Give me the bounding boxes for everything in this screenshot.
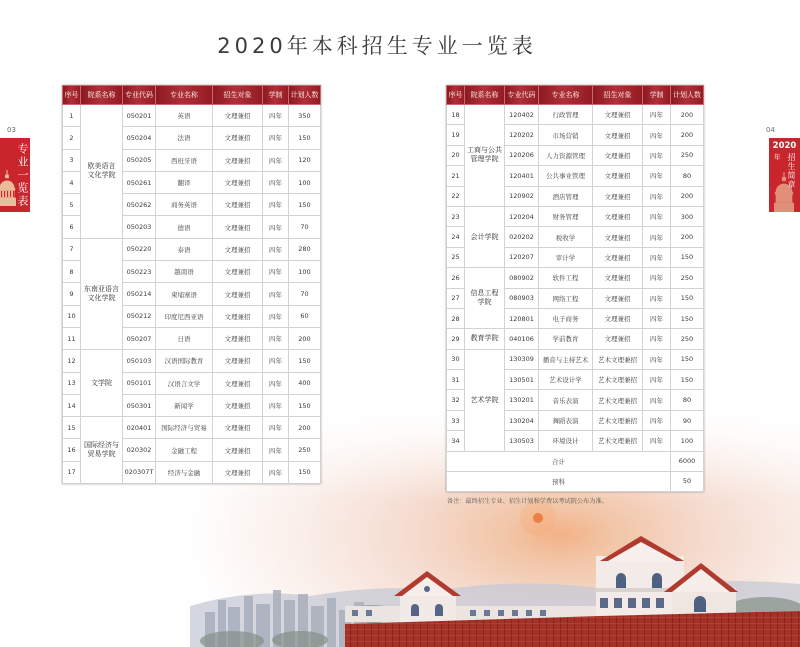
row-number-cell: 18 bbox=[447, 105, 465, 125]
row-number-cell: 20 bbox=[447, 145, 465, 165]
table-row bbox=[447, 105, 704, 125]
major-name-cell: 德语 bbox=[156, 216, 213, 238]
study-duration-cell: 四年 bbox=[643, 145, 671, 165]
study-duration-cell: 四年 bbox=[263, 261, 289, 283]
major-name-cell: 泰语 bbox=[156, 238, 213, 260]
major-name-cell: 人力资源管理 bbox=[539, 145, 593, 165]
summary-label: 合计 bbox=[447, 451, 671, 471]
column-header: 招生对象 bbox=[213, 86, 263, 105]
major-name-cell: 日语 bbox=[156, 327, 213, 349]
column-header: 计划人数 bbox=[671, 86, 704, 105]
major-code-cell: 120204 bbox=[505, 206, 539, 226]
left-tab-label: 专业一览表 bbox=[16, 143, 29, 208]
planned-enrollment-cell: 150 bbox=[289, 394, 321, 416]
row-number-cell: 2 bbox=[63, 127, 81, 149]
study-duration-cell: 四年 bbox=[643, 349, 671, 369]
study-duration-cell: 四年 bbox=[643, 308, 671, 328]
table-row bbox=[447, 329, 704, 349]
row-number-cell: 29 bbox=[447, 329, 465, 349]
enrollment-target-cell: 文理兼招 bbox=[593, 329, 643, 349]
right-tab-year-suffix: 年 bbox=[774, 153, 781, 161]
planned-enrollment-cell: 60 bbox=[289, 305, 321, 327]
summary-row bbox=[447, 451, 704, 471]
enrollment-target-cell: 文理兼招 bbox=[593, 186, 643, 206]
table-body bbox=[447, 105, 704, 492]
column-header: 院系名称 bbox=[465, 86, 505, 105]
department-cell: 信息工程 学院 bbox=[465, 268, 505, 329]
study-duration-cell: 四年 bbox=[263, 439, 289, 461]
column-header: 招生对象 bbox=[593, 86, 643, 105]
right-tab-year: 2020 bbox=[772, 141, 797, 151]
study-duration-cell: 四年 bbox=[643, 268, 671, 288]
planned-enrollment-cell: 150 bbox=[671, 308, 704, 328]
major-name-cell: 英语 bbox=[156, 105, 213, 127]
planned-enrollment-cell: 250 bbox=[671, 329, 704, 349]
row-number-cell: 30 bbox=[447, 349, 465, 369]
study-duration-cell: 四年 bbox=[263, 127, 289, 149]
enrollment-target-cell: 文理兼招 bbox=[213, 238, 263, 260]
row-number-cell: 26 bbox=[447, 268, 465, 288]
study-duration-cell: 四年 bbox=[263, 238, 289, 260]
major-code-cell: 120207 bbox=[505, 247, 539, 267]
row-number-cell: 8 bbox=[63, 261, 81, 283]
row-number-cell: 14 bbox=[63, 394, 81, 416]
enrollment-target-cell: 文理兼招 bbox=[213, 216, 263, 238]
row-number-cell: 1 bbox=[63, 105, 81, 127]
major-name-cell: 酒店管理 bbox=[539, 186, 593, 206]
major-name-cell: 西班牙语 bbox=[156, 149, 213, 171]
major-name-cell: 税收学 bbox=[539, 227, 593, 247]
planned-enrollment-cell: 200 bbox=[671, 227, 704, 247]
enrollment-target-cell: 文理兼招 bbox=[213, 461, 263, 483]
study-duration-cell: 四年 bbox=[643, 370, 671, 390]
major-name-cell: 翻译 bbox=[156, 171, 213, 193]
planned-enrollment-cell: 150 bbox=[671, 370, 704, 390]
row-number-cell: 33 bbox=[447, 410, 465, 430]
department-cell: 工商与公共 管理学院 bbox=[465, 105, 505, 207]
study-duration-cell: 四年 bbox=[643, 431, 671, 451]
enrollment-target-cell: 文理兼招 bbox=[213, 439, 263, 461]
major-code-cell: 130201 bbox=[505, 390, 539, 410]
planned-enrollment-cell: 350 bbox=[289, 105, 321, 127]
major-name-cell: 电子商务 bbox=[539, 308, 593, 328]
page-title: 2020年本科招生专业一览表 bbox=[217, 34, 537, 58]
enrollment-target-cell: 文理兼招 bbox=[593, 268, 643, 288]
summary-value: 6000 bbox=[671, 451, 704, 471]
table-row bbox=[63, 105, 321, 127]
major-code-cell: 050212 bbox=[123, 305, 156, 327]
enrollment-target-cell: 文理兼招 bbox=[213, 283, 263, 305]
study-duration-cell: 四年 bbox=[263, 350, 289, 372]
major-code-cell: 050103 bbox=[123, 350, 156, 372]
enrollment-target-cell: 文理兼招 bbox=[593, 105, 643, 125]
major-code-cell: 120801 bbox=[505, 308, 539, 328]
enrollment-target-cell: 艺术文理兼招 bbox=[593, 390, 643, 410]
table-body bbox=[63, 105, 321, 484]
major-name-cell: 柬埔寨语 bbox=[156, 283, 213, 305]
planned-enrollment-cell: 250 bbox=[289, 439, 321, 461]
planned-enrollment-cell: 150 bbox=[289, 194, 321, 216]
major-name-cell: 网络工程 bbox=[539, 288, 593, 308]
enrollment-target-cell: 文理兼招 bbox=[593, 206, 643, 226]
major-code-cell: 020202 bbox=[505, 227, 539, 247]
major-name-cell: 汉语国际教育 bbox=[156, 350, 213, 372]
summary-value: 50 bbox=[671, 471, 704, 491]
left-majors-table bbox=[62, 85, 321, 484]
major-code-cell: 020401 bbox=[123, 417, 156, 439]
department-cell: 艺术学院 bbox=[465, 349, 505, 451]
major-name-cell: 舞蹈表演 bbox=[539, 410, 593, 430]
row-number-cell: 16 bbox=[63, 439, 81, 461]
planned-enrollment-cell: 200 bbox=[671, 186, 704, 206]
column-header: 专业名称 bbox=[539, 86, 593, 105]
study-duration-cell: 四年 bbox=[263, 461, 289, 483]
planned-enrollment-cell: 400 bbox=[289, 372, 321, 394]
study-duration-cell: 四年 bbox=[643, 288, 671, 308]
enrollment-target-cell: 文理兼招 bbox=[593, 247, 643, 267]
table-row bbox=[63, 350, 321, 372]
enrollment-target-cell: 文理兼招 bbox=[213, 394, 263, 416]
page-number-left: 03 bbox=[7, 126, 16, 134]
row-number-cell: 28 bbox=[447, 308, 465, 328]
study-duration-cell: 四年 bbox=[643, 390, 671, 410]
column-header: 专业代码 bbox=[123, 86, 156, 105]
enrollment-target-cell: 文理兼招 bbox=[213, 194, 263, 216]
summary-label: 预科 bbox=[447, 471, 671, 491]
planned-enrollment-cell: 70 bbox=[289, 216, 321, 238]
table-row bbox=[447, 268, 704, 288]
planned-enrollment-cell: 150 bbox=[289, 127, 321, 149]
enrollment-target-cell: 文理兼招 bbox=[593, 166, 643, 186]
row-number-cell: 34 bbox=[447, 431, 465, 451]
study-duration-cell: 四年 bbox=[643, 247, 671, 267]
right-section-tab bbox=[769, 138, 800, 212]
major-code-cell: 130309 bbox=[505, 349, 539, 369]
major-name-cell: 艺术设计学 bbox=[539, 370, 593, 390]
enrollment-target-cell: 文理兼招 bbox=[213, 149, 263, 171]
major-name-cell: 公共事业管理 bbox=[539, 166, 593, 186]
table-row bbox=[447, 206, 704, 226]
major-code-cell: 020307T bbox=[123, 461, 156, 483]
major-code-cell: 130501 bbox=[505, 370, 539, 390]
planned-enrollment-cell: 80 bbox=[671, 166, 704, 186]
planned-enrollment-cell: 150 bbox=[671, 349, 704, 369]
right-tab-label: 招生简章 bbox=[787, 153, 796, 189]
major-name-cell: 印度尼西亚语 bbox=[156, 305, 213, 327]
planned-enrollment-cell: 200 bbox=[671, 125, 704, 145]
planned-enrollment-cell: 100 bbox=[671, 431, 704, 451]
major-code-cell: 040106 bbox=[505, 329, 539, 349]
enrollment-target-cell: 文理兼招 bbox=[213, 417, 263, 439]
study-duration-cell: 四年 bbox=[263, 283, 289, 305]
table-header bbox=[63, 86, 321, 105]
study-duration-cell: 四年 bbox=[263, 149, 289, 171]
column-header: 学制 bbox=[263, 86, 289, 105]
enrollment-target-cell: 文理兼招 bbox=[213, 127, 263, 149]
major-name-cell: 汉语言文学 bbox=[156, 372, 213, 394]
major-code-cell: 120402 bbox=[505, 105, 539, 125]
right-majors-table bbox=[446, 85, 704, 492]
department-cell: 欧美语言 文化学院 bbox=[81, 105, 123, 239]
enrollment-target-cell: 文理兼招 bbox=[213, 171, 263, 193]
department-cell: 国际经济与 贸易学院 bbox=[81, 417, 123, 484]
table-header-row bbox=[63, 86, 321, 105]
major-code-cell: 120401 bbox=[505, 166, 539, 186]
major-name-cell: 越南语 bbox=[156, 261, 213, 283]
planned-enrollment-cell: 70 bbox=[289, 283, 321, 305]
column-header: 序号 bbox=[63, 86, 81, 105]
study-duration-cell: 四年 bbox=[643, 186, 671, 206]
planned-enrollment-cell: 80 bbox=[671, 390, 704, 410]
major-code-cell: 020302 bbox=[123, 439, 156, 461]
row-number-cell: 11 bbox=[63, 327, 81, 349]
footnote: 备注：最终招生专业、招生计划和学费以考试院公布为准。 bbox=[447, 498, 608, 505]
row-number-cell: 22 bbox=[447, 186, 465, 206]
department-cell: 教育学院 bbox=[465, 329, 505, 349]
planned-enrollment-cell: 280 bbox=[289, 238, 321, 260]
column-header: 学制 bbox=[643, 86, 671, 105]
study-duration-cell: 四年 bbox=[263, 305, 289, 327]
enrollment-target-cell: 文理兼招 bbox=[593, 125, 643, 145]
major-code-cell: 050201 bbox=[123, 105, 156, 127]
study-duration-cell: 四年 bbox=[643, 329, 671, 349]
department-cell: 会计学院 bbox=[465, 206, 505, 267]
major-code-cell: 130204 bbox=[505, 410, 539, 430]
major-code-cell: 050214 bbox=[123, 283, 156, 305]
planned-enrollment-cell: 120 bbox=[289, 149, 321, 171]
planned-enrollment-cell: 90 bbox=[671, 410, 704, 430]
study-duration-cell: 四年 bbox=[263, 194, 289, 216]
column-header: 专业名称 bbox=[156, 86, 213, 105]
row-number-cell: 12 bbox=[63, 350, 81, 372]
page-number-right: 04 bbox=[766, 126, 775, 134]
planned-enrollment-cell: 250 bbox=[671, 268, 704, 288]
study-duration-cell: 四年 bbox=[263, 171, 289, 193]
enrollment-target-cell: 文理兼招 bbox=[213, 305, 263, 327]
major-code-cell: 050262 bbox=[123, 194, 156, 216]
enrollment-target-cell: 文理兼招 bbox=[593, 227, 643, 247]
row-number-cell: 17 bbox=[63, 461, 81, 483]
major-code-cell: 050101 bbox=[123, 372, 156, 394]
department-cell: 文学院 bbox=[81, 350, 123, 417]
study-duration-cell: 四年 bbox=[643, 166, 671, 186]
row-number-cell: 15 bbox=[63, 417, 81, 439]
enrollment-target-cell: 艺术文理兼招 bbox=[593, 431, 643, 451]
table-header bbox=[447, 86, 704, 105]
table-row bbox=[447, 349, 704, 369]
enrollment-target-cell: 文理兼招 bbox=[593, 308, 643, 328]
row-number-cell: 9 bbox=[63, 283, 81, 305]
row-number-cell: 4 bbox=[63, 171, 81, 193]
column-header: 计划人数 bbox=[289, 86, 321, 105]
column-header: 院系名称 bbox=[81, 86, 123, 105]
enrollment-target-cell: 文理兼招 bbox=[593, 288, 643, 308]
row-number-cell: 21 bbox=[447, 166, 465, 186]
row-number-cell: 5 bbox=[63, 194, 81, 216]
study-duration-cell: 四年 bbox=[643, 227, 671, 247]
enrollment-target-cell: 文理兼招 bbox=[213, 372, 263, 394]
table-row bbox=[63, 417, 321, 439]
row-number-cell: 10 bbox=[63, 305, 81, 327]
major-name-cell: 审计学 bbox=[539, 247, 593, 267]
row-number-cell: 32 bbox=[447, 390, 465, 410]
enrollment-target-cell: 文理兼招 bbox=[213, 327, 263, 349]
planned-enrollment-cell: 150 bbox=[671, 288, 704, 308]
major-code-cell: 050205 bbox=[123, 149, 156, 171]
table-header-row bbox=[447, 86, 704, 105]
major-name-cell: 学前教育 bbox=[539, 329, 593, 349]
major-code-cell: 080903 bbox=[505, 288, 539, 308]
left-section-tab bbox=[0, 138, 30, 212]
row-number-cell: 19 bbox=[447, 125, 465, 145]
enrollment-target-cell: 文理兼招 bbox=[213, 105, 263, 127]
row-number-cell: 7 bbox=[63, 238, 81, 260]
major-name-cell: 金融工程 bbox=[156, 439, 213, 461]
study-duration-cell: 四年 bbox=[643, 206, 671, 226]
enrollment-target-cell: 艺术文理兼招 bbox=[593, 410, 643, 430]
enrollment-target-cell: 艺术文理兼招 bbox=[593, 370, 643, 390]
study-duration-cell: 四年 bbox=[643, 105, 671, 125]
row-number-cell: 6 bbox=[63, 216, 81, 238]
planned-enrollment-cell: 200 bbox=[671, 105, 704, 125]
row-number-cell: 25 bbox=[447, 247, 465, 267]
major-name-cell: 财务管理 bbox=[539, 206, 593, 226]
dome-building-illustration bbox=[0, 166, 16, 210]
major-code-cell: 050207 bbox=[123, 327, 156, 349]
planned-enrollment-cell: 150 bbox=[289, 461, 321, 483]
major-code-cell: 080902 bbox=[505, 268, 539, 288]
planned-enrollment-cell: 150 bbox=[671, 247, 704, 267]
planned-enrollment-cell: 200 bbox=[289, 327, 321, 349]
major-name-cell: 播音与主持艺术 bbox=[539, 349, 593, 369]
enrollment-target-cell: 艺术文理兼招 bbox=[593, 349, 643, 369]
row-number-cell: 27 bbox=[447, 288, 465, 308]
major-code-cell: 120902 bbox=[505, 186, 539, 206]
major-name-cell: 行政管理 bbox=[539, 105, 593, 125]
row-number-cell: 3 bbox=[63, 149, 81, 171]
planned-enrollment-cell: 100 bbox=[289, 261, 321, 283]
row-number-cell: 23 bbox=[447, 206, 465, 226]
major-code-cell: 050203 bbox=[123, 216, 156, 238]
study-duration-cell: 四年 bbox=[263, 417, 289, 439]
planned-enrollment-cell: 100 bbox=[289, 171, 321, 193]
study-duration-cell: 四年 bbox=[263, 394, 289, 416]
study-duration-cell: 四年 bbox=[643, 410, 671, 430]
major-code-cell: 050223 bbox=[123, 261, 156, 283]
major-name-cell: 环境设计 bbox=[539, 431, 593, 451]
major-name-cell: 音乐表演 bbox=[539, 390, 593, 410]
summary-row bbox=[447, 471, 704, 491]
major-code-cell: 050261 bbox=[123, 171, 156, 193]
major-name-cell: 经济与金融 bbox=[156, 461, 213, 483]
row-number-cell: 13 bbox=[63, 372, 81, 394]
major-code-cell: 120202 bbox=[505, 125, 539, 145]
row-number-cell: 31 bbox=[447, 370, 465, 390]
major-name-cell: 新闻学 bbox=[156, 394, 213, 416]
study-duration-cell: 四年 bbox=[263, 372, 289, 394]
enrollment-target-cell: 文理兼招 bbox=[213, 350, 263, 372]
study-duration-cell: 四年 bbox=[263, 216, 289, 238]
column-header: 专业代码 bbox=[505, 86, 539, 105]
planned-enrollment-cell: 300 bbox=[671, 206, 704, 226]
major-name-cell: 法语 bbox=[156, 127, 213, 149]
department-cell: 东南亚语言 文化学院 bbox=[81, 238, 123, 349]
row-number-cell: 24 bbox=[447, 227, 465, 247]
enrollment-target-cell: 文理兼招 bbox=[593, 145, 643, 165]
major-code-cell: 130503 bbox=[505, 431, 539, 451]
column-header: 序号 bbox=[447, 86, 465, 105]
planned-enrollment-cell: 150 bbox=[289, 350, 321, 372]
planned-enrollment-cell: 250 bbox=[671, 145, 704, 165]
major-code-cell: 050220 bbox=[123, 238, 156, 260]
major-name-cell: 国际经济与贸易 bbox=[156, 417, 213, 439]
major-code-cell: 050204 bbox=[123, 127, 156, 149]
study-duration-cell: 四年 bbox=[263, 105, 289, 127]
major-name-cell: 商务英语 bbox=[156, 194, 213, 216]
study-duration-cell: 四年 bbox=[643, 125, 671, 145]
major-name-cell: 市场营销 bbox=[539, 125, 593, 145]
planned-enrollment-cell: 200 bbox=[289, 417, 321, 439]
major-name-cell: 软件工程 bbox=[539, 268, 593, 288]
study-duration-cell: 四年 bbox=[263, 327, 289, 349]
table-row bbox=[63, 238, 321, 260]
major-code-cell: 050301 bbox=[123, 394, 156, 416]
enrollment-target-cell: 文理兼招 bbox=[213, 261, 263, 283]
major-code-cell: 120206 bbox=[505, 145, 539, 165]
